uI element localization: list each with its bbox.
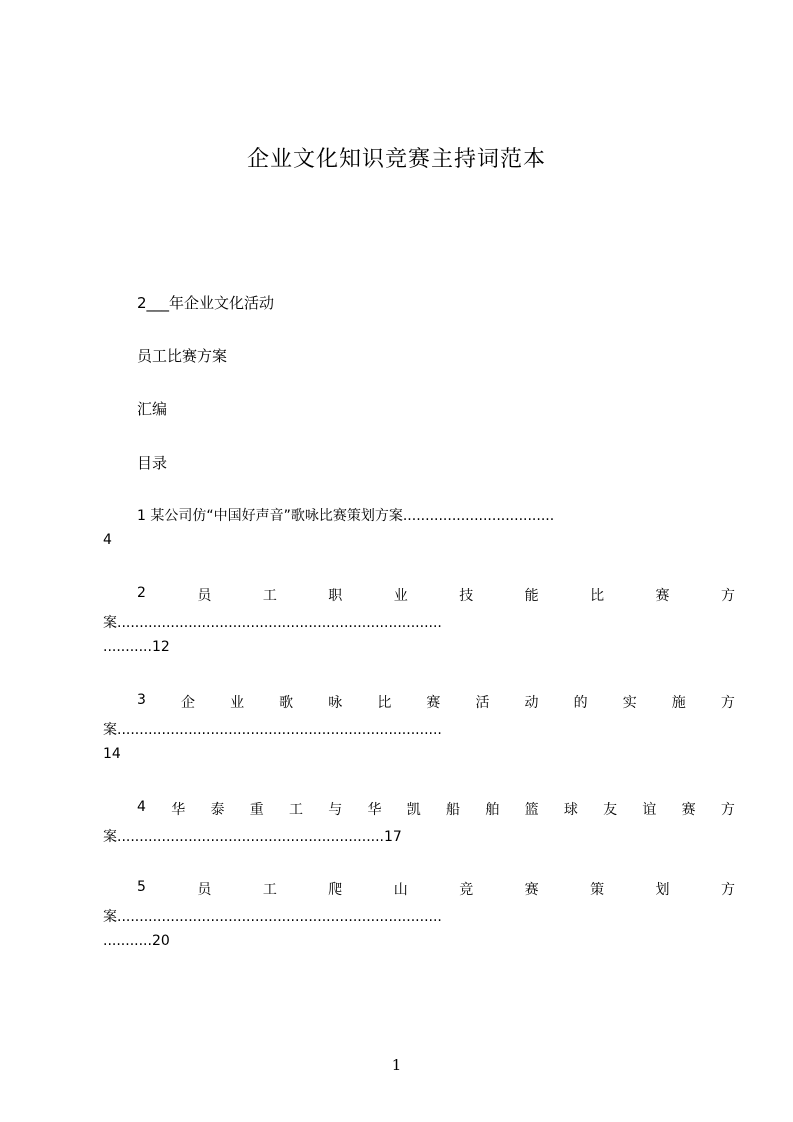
toc-word: 策	[590, 882, 605, 898]
toc-word: 方	[720, 802, 735, 818]
toc-entry-2-title	[103, 585, 735, 605]
toc-word: 动	[524, 695, 539, 711]
toc-word: 友	[603, 802, 618, 818]
toc-entry-5-title	[103, 879, 735, 899]
toc-word: 3	[137, 692, 146, 708]
toc-entry-3-leader: 案.........................................................................	[103, 722, 442, 738]
toc-word: 工	[262, 882, 277, 898]
toc-word: 谊	[642, 802, 657, 818]
toc-word: 船	[446, 802, 461, 818]
toc-word: 华	[367, 802, 382, 818]
toc-entry-4-title	[103, 799, 735, 819]
toc-word: 员	[197, 588, 212, 604]
toc-word: 比	[377, 695, 392, 711]
toc-word: 方	[720, 695, 735, 711]
toc-word: 山	[393, 882, 408, 898]
toc-word: 2	[137, 585, 146, 601]
toc-word: 赛	[655, 588, 670, 604]
toc-entry-3-title	[103, 692, 735, 712]
toc-word: 4	[137, 799, 146, 815]
intro-line-plan: 员工比赛方案	[137, 347, 228, 365]
toc-word: 舶	[485, 802, 500, 818]
toc-entry-3-page: 14	[103, 746, 121, 762]
toc-word: 爬	[328, 882, 343, 898]
toc-word: 歌	[279, 695, 294, 711]
toc-word: 企	[181, 695, 195, 711]
toc-entry-2-page: ...........12	[103, 639, 170, 655]
toc-entry-1-page: 4	[103, 532, 112, 548]
toc-word: 比	[590, 588, 605, 604]
toc-word: 咏	[328, 695, 343, 711]
toc-word: 技	[459, 588, 474, 604]
toc-word: 施	[671, 695, 686, 711]
toc-word: 的	[573, 695, 588, 711]
toc-word: 工	[262, 588, 277, 604]
toc-word: 球	[563, 802, 578, 818]
toc-word: 凯	[406, 802, 421, 818]
toc-word: 方	[721, 882, 735, 898]
toc-word: 5	[137, 879, 146, 895]
toc-word: 篮	[524, 802, 539, 818]
toc-word: 能	[524, 588, 539, 604]
intro-line-compilation: 汇编	[137, 400, 168, 418]
toc-word: 业	[393, 588, 408, 604]
intro-line-year: 2___年企业文化活动	[137, 294, 275, 312]
page-number: 1	[391, 1056, 402, 1074]
toc-entry-5-leader: 案.........................................................................	[103, 909, 442, 925]
document-title: 企业文化知识竞赛主持词范本	[246, 147, 546, 172]
toc-word: 划	[655, 882, 670, 898]
toc-word: 工	[288, 802, 303, 818]
toc-word: 华	[171, 802, 186, 818]
toc-word: 活	[475, 695, 490, 711]
toc-word: 赛	[681, 802, 696, 818]
toc-word: 员	[197, 882, 212, 898]
toc-entry-4-leader: 案............................................................17	[103, 829, 402, 845]
toc-entry-1-line1: 1 某公司仿“中国好声音”歌咏比赛策划方案..................................	[137, 508, 555, 524]
toc-word: 竞	[459, 882, 474, 898]
toc-word: 重	[249, 802, 264, 818]
toc-word: 方	[721, 588, 735, 604]
toc-heading: 目录	[137, 454, 168, 472]
toc-word: 赛	[426, 695, 441, 711]
toc-word: 实	[622, 695, 637, 711]
toc-word: 赛	[524, 882, 539, 898]
toc-word: 业	[230, 695, 245, 711]
toc-entry-2-leader: 案.........................................................................	[103, 615, 442, 631]
toc-word: 职	[328, 588, 343, 604]
toc-word: 泰	[210, 802, 225, 818]
toc-entry-5-page: ...........20	[103, 933, 170, 949]
toc-word: 与	[328, 802, 343, 818]
